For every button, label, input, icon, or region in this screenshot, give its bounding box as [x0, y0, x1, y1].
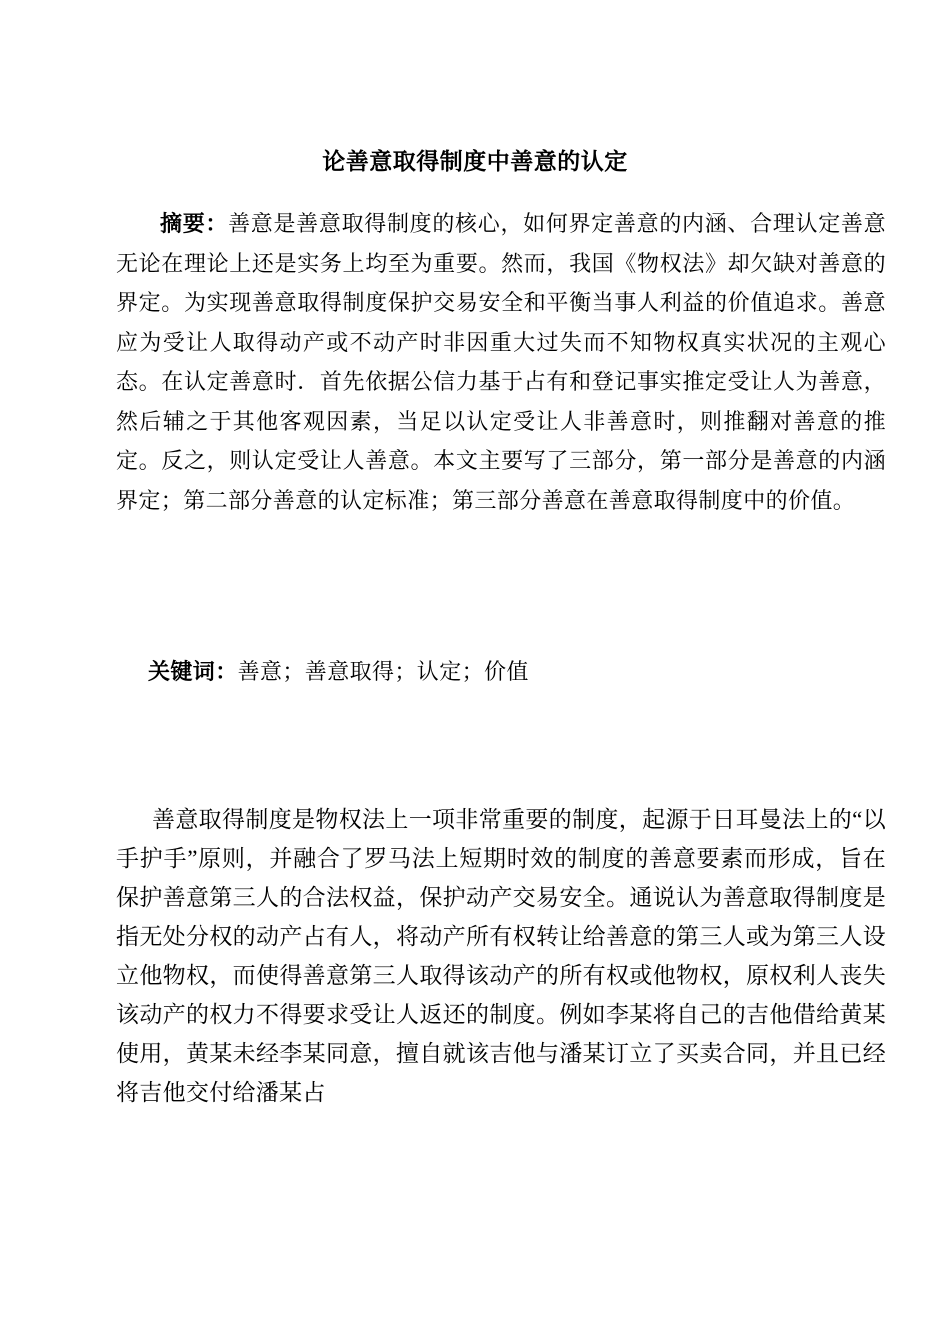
keywords-label: 关键词： [148, 660, 238, 685]
keywords-text: 善意；善意取得；认定；价值 [237, 660, 529, 685]
abstract-paragraph [116, 205, 886, 521]
body-paragraph: 善意取得制度是物权法上一项非常重要的制度，起源于日耳曼法上的“以手护手”原则，并融合了罗马法上短期时效的制度的善意要素而形成，旨在保护善意第三人的合法权益，保护动产交易安全。通说认为善意取得制度是指无处分权的动产占有人，将动产所有权转让给善意的第三人或为第三人设立他物权，而使得善意第三人取得该动产的所有权或他物权，原权利人丧失该动产的权力不得要求受让人返还的制度。例如李某将自己的吉他借给黄某使用，黄某未经李某同意，擅自就该吉他与潘某订立了买卖合同，并且已经将吉他交付给潘某占 [116, 807, 886, 1105]
abstract-label: 摘要： [160, 212, 229, 237]
keywords-line [148, 653, 868, 692]
abstract-text: 善意是善意取得制度的核心，如何界定善意的内涵、合理认定善意无论在理论上还是实务上均至为重要。然而，我国《物权法》却欠缺对善意的界定。为实现善意取得制度保护交易安全和平衡当事人利益的价值追求。善意应为受让人取得动产或不动产时非因重大过失而不知物权真实状况的主观心态。在认定善意时．首先依据公信力基于占有和登记事实推定受让人为善意，然后辅之于其他客观因素，当足以认定受让人非善意时，则推翻对善意的推定。反之，则认定受让人善意。本文主要写了三部分，第一部分是善意的内涵界定；第二部分善意的认定标准；第三部分善意在善意取得制度中的价值。 [116, 212, 886, 514]
page-title: 论善意取得制度中善意的认定 [322, 149, 628, 175]
